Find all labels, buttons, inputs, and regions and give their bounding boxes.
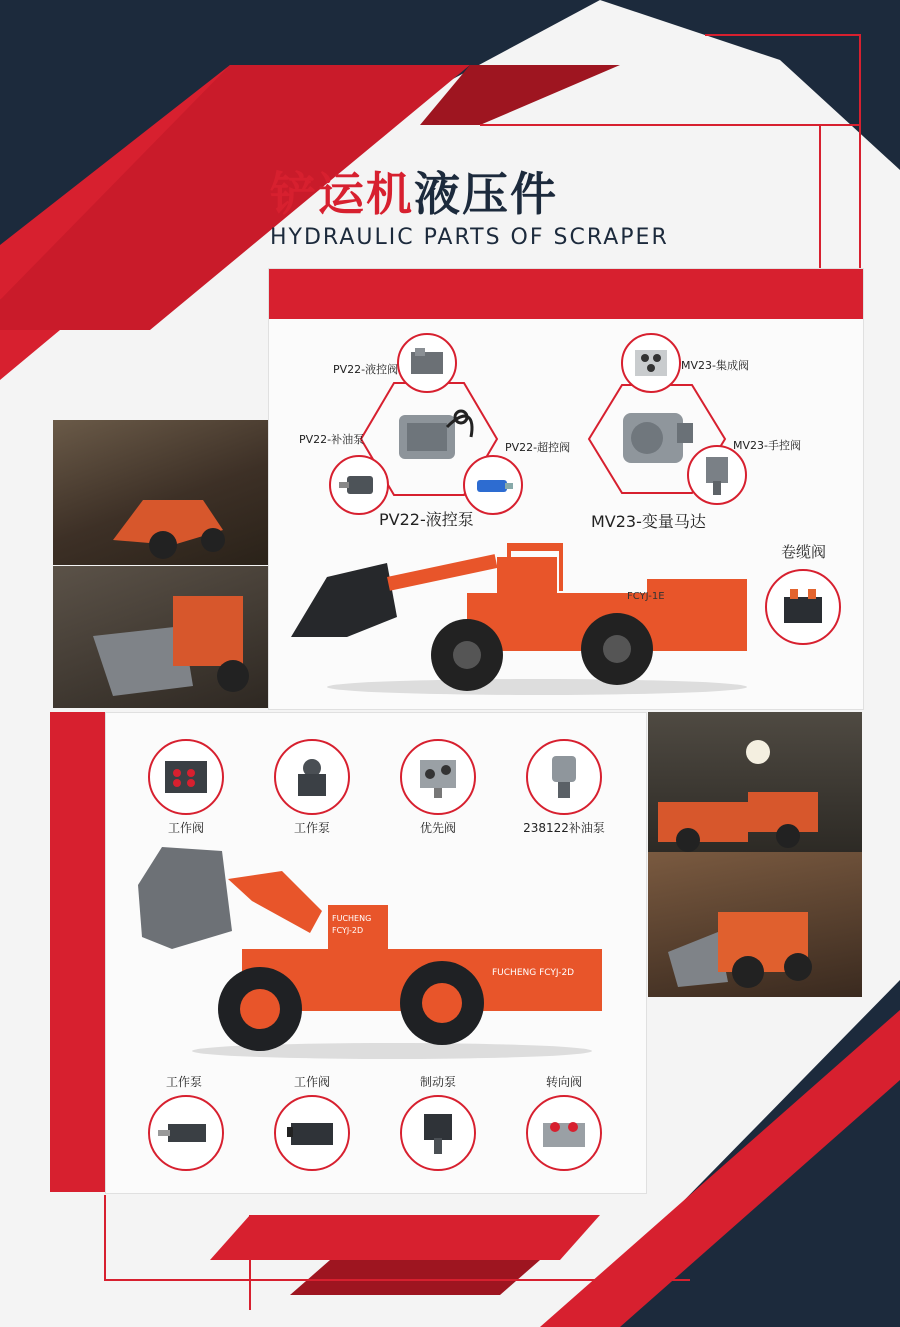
title-dark-part: 液压件 bbox=[414, 167, 558, 221]
mine-photo-3 bbox=[648, 712, 862, 852]
override-valve-icon bbox=[471, 472, 515, 498]
cable-valve-icon bbox=[780, 587, 826, 627]
bottom-machine-plate-side: FUCHENG FCYJ-2D bbox=[492, 968, 575, 978]
bottom-row-part-2 bbox=[274, 1095, 350, 1171]
multi-valve-icon bbox=[285, 1115, 339, 1151]
cable-valve-circle bbox=[765, 569, 841, 645]
title-red-part: 铲运机 bbox=[270, 167, 414, 221]
bottom-row-part-1 bbox=[148, 1095, 224, 1171]
mv23-main-label: MV23-变量马达 bbox=[591, 512, 706, 531]
top-machine-plate: FCYJ-1E bbox=[627, 591, 665, 602]
top-row-label-1: 工作阀 bbox=[167, 821, 204, 835]
bottom-row-label-2: 工作阀 bbox=[293, 1075, 330, 1089]
bottom-row-part-3 bbox=[400, 1095, 476, 1171]
valve-block-icon bbox=[161, 755, 211, 799]
mine-photo-1 bbox=[53, 420, 268, 565]
top-row-part-4 bbox=[526, 739, 602, 815]
bottom-panel bbox=[105, 712, 647, 1194]
page-title bbox=[270, 158, 558, 224]
top-panel-header-bar bbox=[269, 269, 863, 319]
steering-valve-icon bbox=[537, 1113, 591, 1153]
pv22-override-valve-circle bbox=[463, 455, 523, 515]
pv22-left-label: PV22-补油泵 bbox=[299, 433, 365, 446]
top-panel bbox=[268, 268, 864, 710]
bottom-row-label-4: 转向阀 bbox=[545, 1075, 582, 1089]
brake-pump-icon bbox=[416, 1108, 460, 1158]
gear-pump-icon bbox=[158, 1118, 214, 1148]
charge-pump-icon bbox=[339, 470, 379, 500]
bottom-machine-plate-top: FUCHENG bbox=[332, 914, 372, 923]
top-row-label-2: 工作泵 bbox=[293, 821, 330, 835]
top-row-part-3 bbox=[400, 739, 476, 815]
top-row-part-1 bbox=[148, 739, 224, 815]
top-row-label-4: 238122补油泵 bbox=[523, 821, 605, 835]
mine-photo-4 bbox=[648, 852, 862, 997]
mv23-integrated-valve-circle bbox=[621, 333, 681, 393]
mv23-top-label: MV23-集成阀 bbox=[681, 359, 749, 372]
integrated-valve-icon bbox=[631, 346, 671, 380]
mv23-manual-valve-circle bbox=[687, 445, 747, 505]
pv22-charge-pump-circle bbox=[329, 455, 389, 515]
mv23-right-label: MV23-手控阀 bbox=[733, 439, 801, 452]
charge-pump-icon bbox=[544, 752, 584, 802]
bottom-row-label-3: 制动泵 bbox=[419, 1075, 456, 1089]
pv22-control-valve-circle bbox=[397, 333, 457, 393]
pv22-main-label: PV22-液控泵 bbox=[379, 510, 474, 529]
bottom-row-part-4 bbox=[526, 1095, 602, 1171]
pv22-top-label: PV22-液控阀 bbox=[333, 363, 399, 376]
bottom-row-label-1: 工作泵 bbox=[165, 1075, 202, 1089]
top-row-part-2 bbox=[274, 739, 350, 815]
pv22-pump-image bbox=[387, 397, 475, 477]
pv22-right-label: PV22-超控阀 bbox=[505, 441, 571, 454]
manual-valve-icon bbox=[702, 453, 732, 497]
scraper-machine-top bbox=[287, 537, 767, 697]
top-row-label-3: 优先阀 bbox=[419, 821, 456, 835]
bottom-machine-plate-model: FCYJ-2D bbox=[332, 926, 364, 935]
mine-photo-2 bbox=[53, 566, 268, 708]
pump-icon bbox=[288, 754, 336, 800]
valve-block-icon bbox=[407, 346, 447, 380]
priority-valve-icon bbox=[414, 754, 462, 800]
page-subtitle: HYDRAULIC PARTS OF SCRAPER bbox=[270, 225, 669, 250]
scraper-machine-bottom bbox=[132, 841, 612, 1061]
cable-valve-label: 卷缆阀 bbox=[781, 543, 827, 561]
